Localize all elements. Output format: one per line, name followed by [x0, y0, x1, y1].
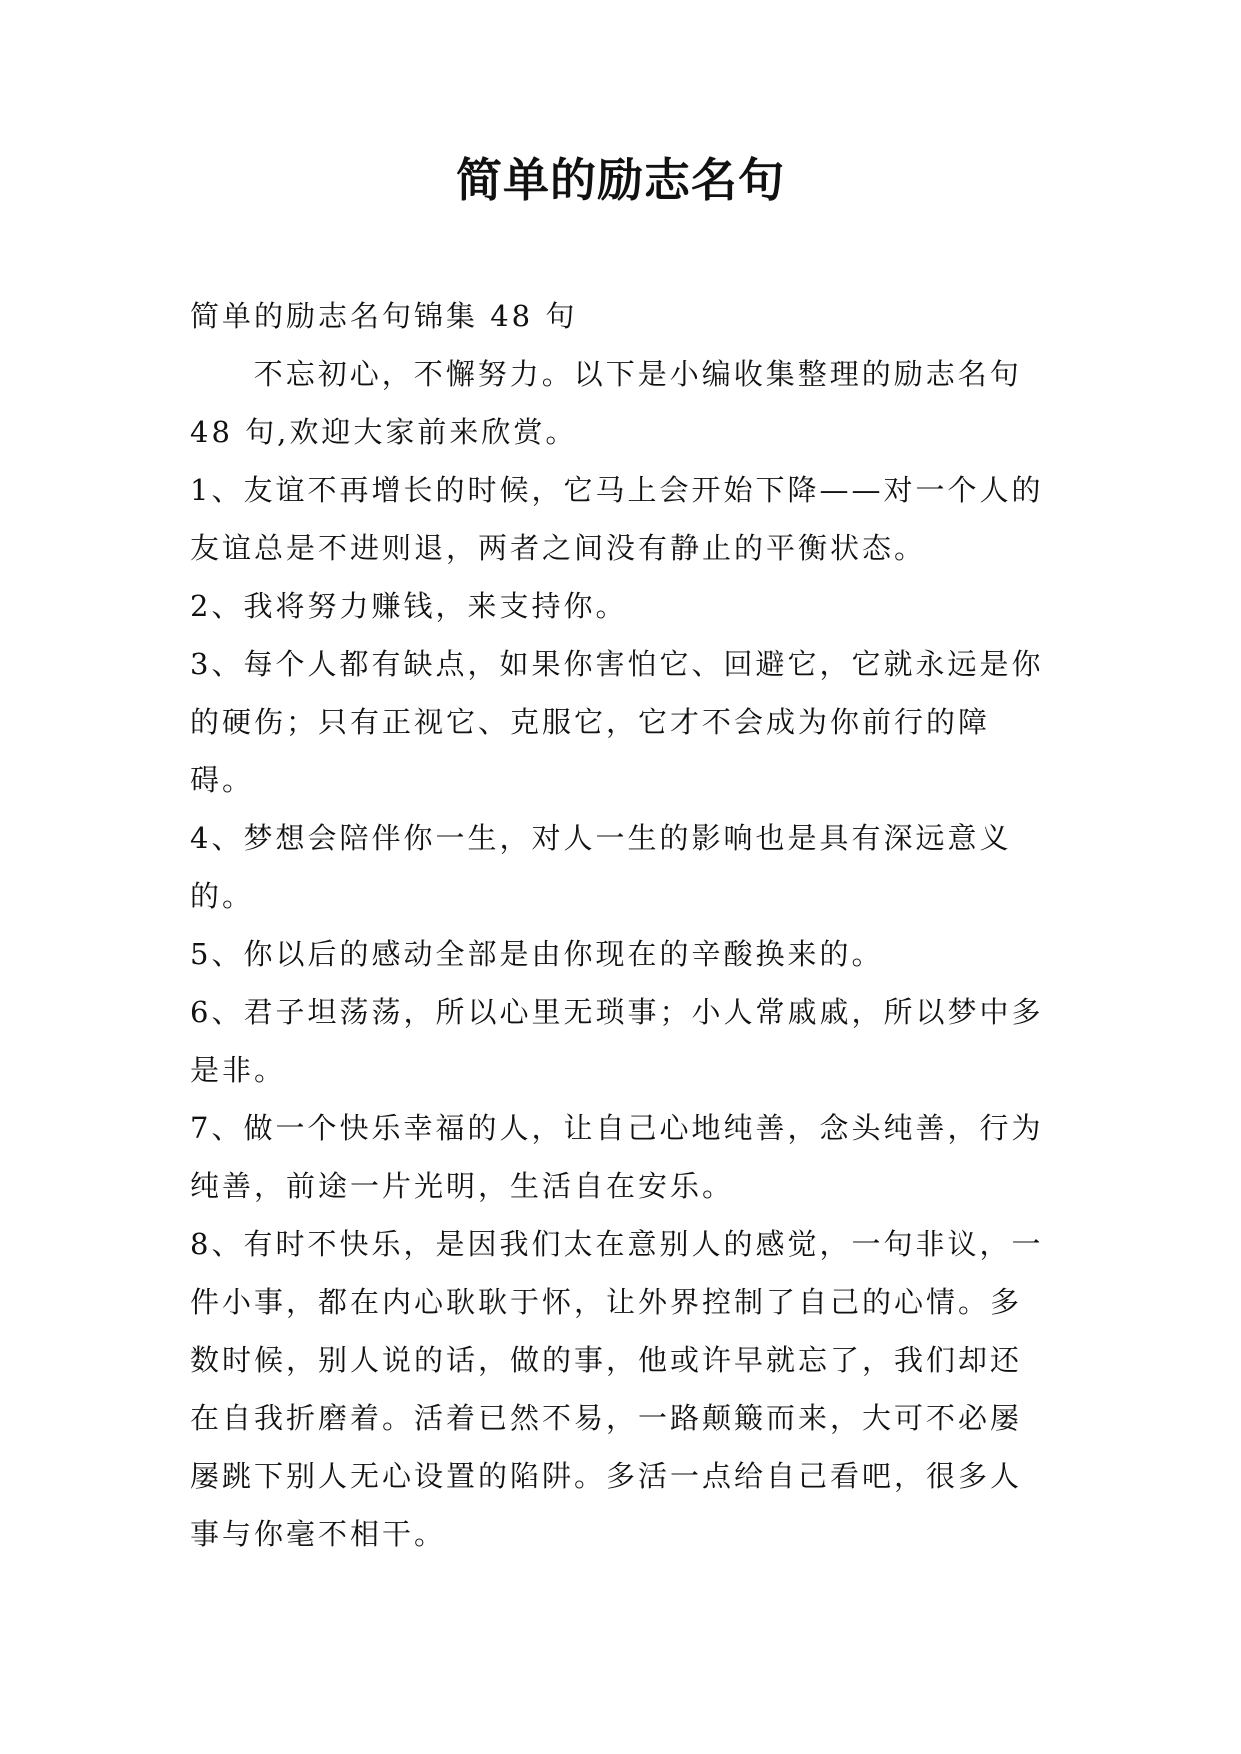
quote-item-2: 2、我将努力赚钱，来支持你。 — [190, 589, 628, 623]
intro-paragraph: 不忘初心，不懈努力。以下是小编收集整理的励志名句 48 句,欢迎大家前来欣赏。 — [190, 357, 1022, 449]
quote-item-1: 1、友谊不再增长的时候，它马上会开始下降——对一个人的友谊总是不进则退，两者之间没有静止的平衡状态。 — [190, 473, 1044, 565]
quote-item-7: 7、做一个快乐幸福的人，让自己心地纯善，念头纯善，行为纯善，前途一片光明，生活自在安乐。 — [190, 1111, 1044, 1203]
document-body — [190, 287, 1050, 1563]
document-title: 简单的励志名句 — [456, 153, 785, 207]
quote-item-5: 5、你以后的感动全部是由你现在的辛酸换来的。 — [190, 937, 884, 971]
document-subtitle: 简单的励志名句锦集 48 句 — [190, 299, 578, 333]
quote-item-3: 3、每个人都有缺点，如果你害怕它、回避它，它就永远是你的硬伤；只有正视它、克服它，它才不会成为你前行的障碍。 — [190, 647, 1044, 797]
quote-item-8: 8、有时不快乐，是因我们太在意别人的感觉，一句非议，一件小事，都在内心耿耿于怀，让外界控制了自己的心情。多数时候，别人说的话，做的事，他或许早就忘了，我们却还在自我折磨着。活着已然不易，一路颠簸而来，大可不必屡屡跳下别人无心设置的陷阱。多活一点给自己看吧，很多人事与你毫不相干。 — [190, 1227, 1044, 1551]
quote-item-6: 6、君子坦荡荡，所以心里无琐事；小人常戚戚，所以梦中多是非。 — [190, 995, 1044, 1087]
quote-item-4: 4、梦想会陪伴你一生，对人一生的影响也是具有深远意义的。 — [190, 821, 1012, 913]
